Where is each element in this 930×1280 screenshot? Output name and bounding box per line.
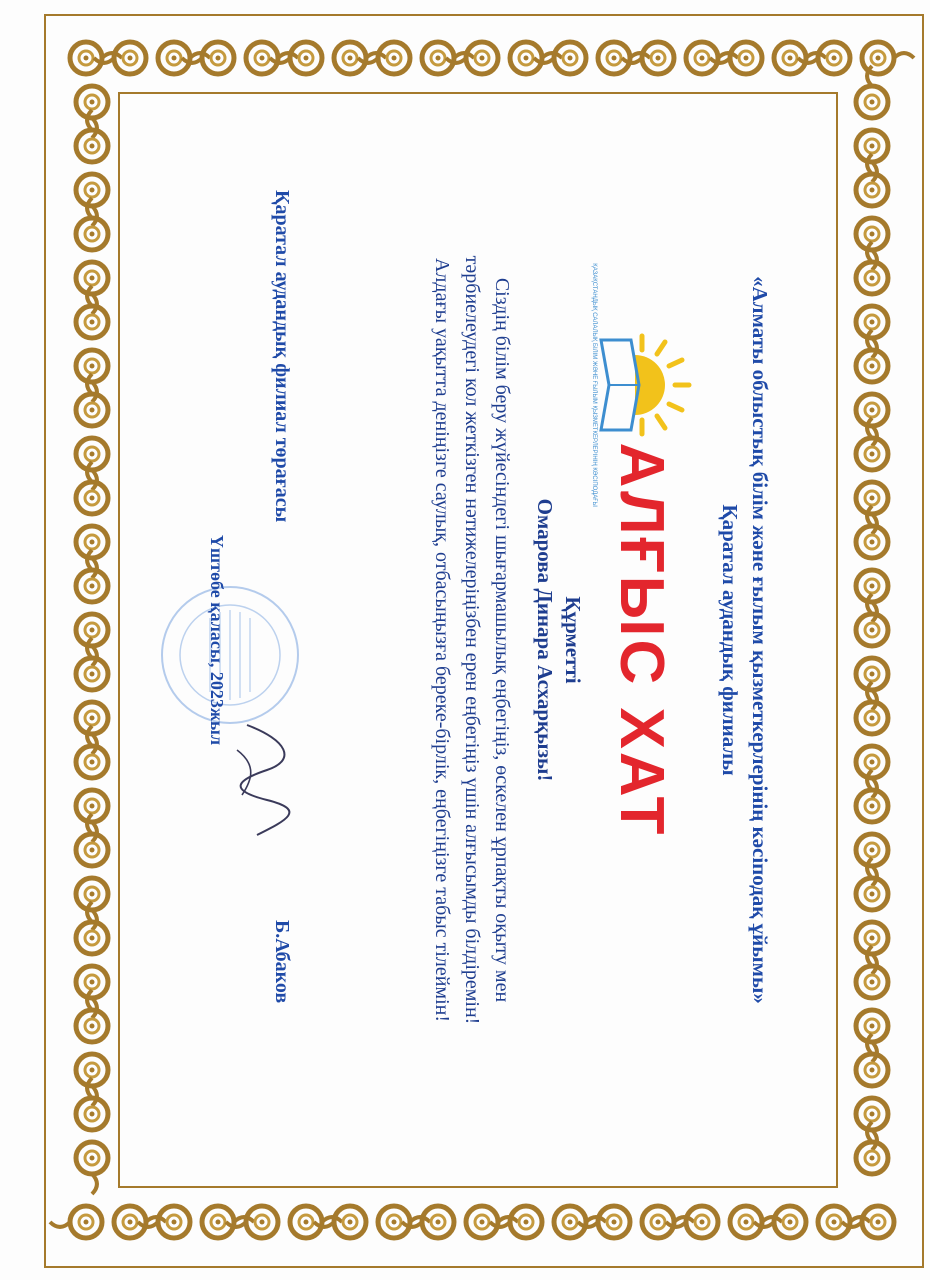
ornament-curl bbox=[50, 1206, 102, 1238]
signatory-title: Қаратал аудандық филиал төрағасы bbox=[271, 190, 293, 523]
city-year: Үштөбе қаласы, 2023жыл bbox=[207, 534, 227, 746]
certificate-content bbox=[155, 140, 775, 1140]
ornament-curl bbox=[76, 1142, 108, 1194]
organization-header: «Алматы облыстық білім және ғылым қызметкерлерінің кәсіподақ ұйымы» Қаратал аудандық филиалы bbox=[718, 276, 772, 1004]
handwritten-signature bbox=[217, 720, 307, 840]
recipient-name: Омарова Динара Асхарқызы! bbox=[533, 498, 557, 782]
signatory-name: Б.Абаков bbox=[271, 920, 293, 1004]
certificate-title: АЛҒЫС ХАТ bbox=[607, 442, 676, 838]
certificate-body: Сіздің білім беру жүйесіндегі шығармашылық еңбегіңіз, өскелен ұрпақты оқыту мен тәрбиелеудегі кол жеткізген нәтижелеріңізбен ерен еңбегіңіз үшін алғысымды білдіремін! Алдағы уақытта деніңізге саулық, отбасыңызға береке-бірлік, еңбегіңізге табыс тілеймін! bbox=[431, 255, 513, 1025]
greeting: Құрметті bbox=[561, 596, 585, 684]
logo-caption: ҚАЗАҚСТАНДЫҚ САЛАЛЫҚ БІЛІМ ЖӘНЕ ҒЫЛЫМ ҚЫЗМЕТКЕРЛЕРІНІҢ КӘСІПОДАҒЫ bbox=[591, 263, 597, 507]
round-stamp-icon bbox=[155, 580, 305, 730]
